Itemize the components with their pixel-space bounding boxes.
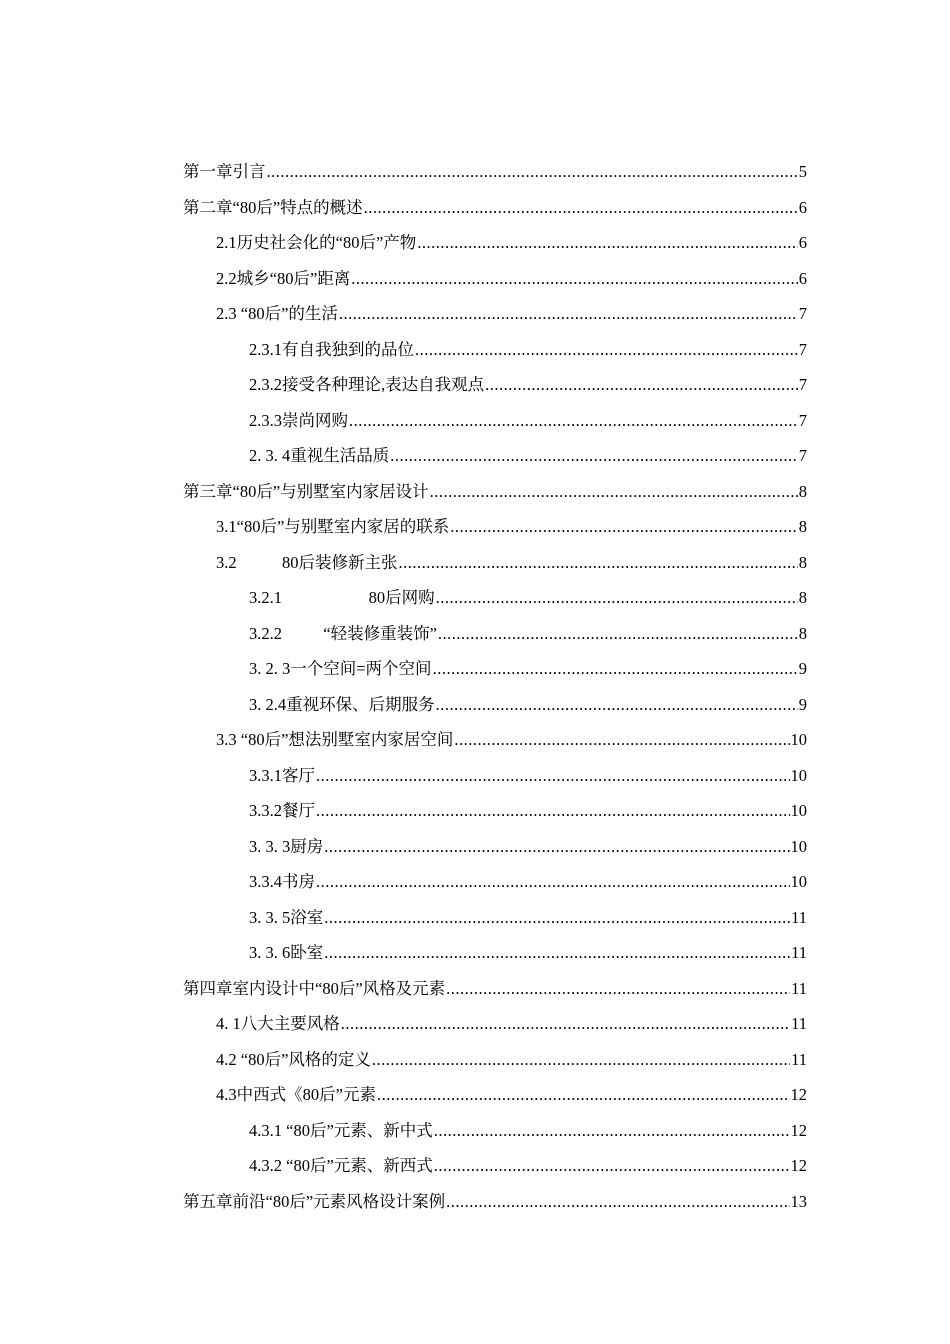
toc-entry-page: 10 xyxy=(790,801,807,820)
table-of-contents xyxy=(183,154,807,1219)
toc-entry-title: 2. 3. 4重视生活品质 xyxy=(249,446,390,465)
toc-entry-title: 3. 3. 3厨房 xyxy=(249,836,324,856)
toc-entry[interactable] xyxy=(183,332,807,368)
toc-entry[interactable] xyxy=(183,935,807,971)
toc-dot-leader xyxy=(267,154,798,190)
toc-entry-title: 3.1“80后”与别墅室内家居的联系 xyxy=(216,517,450,536)
toc-dot-leader xyxy=(454,722,789,758)
toc-entry[interactable] xyxy=(183,545,807,581)
toc-entry-page: 5 xyxy=(798,162,807,181)
toc-entry[interactable] xyxy=(183,261,807,297)
toc-dot-leader xyxy=(377,1077,790,1113)
toc-dot-leader xyxy=(436,580,798,616)
toc-entry[interactable] xyxy=(183,829,807,865)
toc-entry[interactable] xyxy=(183,1042,807,1078)
toc-entry-page: 7 xyxy=(798,339,807,359)
toc-dot-leader xyxy=(433,651,798,687)
toc-dot-leader xyxy=(324,829,789,865)
toc-entry-title: 第五章前沿“80后”元素风格设计案例 xyxy=(183,1191,446,1211)
toc-entry-title: 4. 1八大主要风格 xyxy=(216,1014,340,1033)
toc-entry-title: 2.3 “80后”的生活 xyxy=(216,304,338,323)
toc-entry-title: 3.3.1客厅 xyxy=(249,765,315,785)
toc-dot-leader xyxy=(446,971,790,1007)
toc-entry-title: 2.1历史社会化的“80后”产物 xyxy=(216,233,417,252)
toc-entry[interactable] xyxy=(183,687,807,723)
toc-entry-title: 3. 3. 5浴室 xyxy=(249,907,324,927)
toc-entry[interactable] xyxy=(183,793,807,829)
toc-entry-page: 7 xyxy=(798,375,807,394)
toc-entry-page: 12 xyxy=(790,1085,807,1104)
toc-entry-page: 12 xyxy=(790,1156,807,1175)
toc-dot-leader xyxy=(364,190,798,226)
toc-entry-page: 8 xyxy=(798,552,807,572)
toc-entry-title: 2.3.2接受各种理论,表达自我观点 xyxy=(249,375,485,394)
toc-entry-title: 4.3.1 “80后”元素、新中式 xyxy=(249,1120,433,1140)
toc-entry-title: 3. 2.4重视环保、后期服务 xyxy=(249,694,435,714)
toc-entry-title: 第三章“80后”与别墅室内家居设计 xyxy=(183,481,429,501)
toc-entry[interactable] xyxy=(183,296,807,332)
toc-entry[interactable] xyxy=(183,1113,807,1149)
toc-entry[interactable] xyxy=(183,616,807,652)
toc-entry-page: 12 xyxy=(790,1120,807,1140)
toc-dot-leader xyxy=(446,1184,789,1220)
toc-entry-page: 9 xyxy=(798,694,807,714)
toc-dot-leader xyxy=(341,1006,790,1042)
toc-entry-page: 10 xyxy=(790,765,807,785)
toc-entry-page: 8 xyxy=(798,588,807,607)
toc-entry[interactable] xyxy=(183,1148,807,1184)
toc-entry[interactable] xyxy=(183,438,807,474)
toc-entry-page: 6 xyxy=(798,233,807,252)
toc-dot-leader xyxy=(399,545,798,581)
toc-dot-leader xyxy=(316,864,790,900)
toc-entry[interactable] xyxy=(183,403,807,439)
toc-dot-leader xyxy=(339,296,798,332)
toc-entry-page: 7 xyxy=(798,304,807,323)
toc-entry-page: 11 xyxy=(791,907,807,927)
toc-entry-title: 2.3.1有自我独到的品位 xyxy=(249,339,414,359)
toc-entry-title: 4.3中西式《80后”元素 xyxy=(216,1085,376,1104)
toc-entry[interactable] xyxy=(183,474,807,510)
toc-dot-leader xyxy=(349,403,798,439)
toc-entry-page: 9 xyxy=(798,659,807,678)
toc-entry[interactable] xyxy=(183,580,807,616)
toc-entry-page: 8 xyxy=(798,481,807,501)
toc-dot-leader xyxy=(324,935,790,971)
toc-dot-leader xyxy=(372,1042,790,1078)
toc-dot-leader xyxy=(438,616,798,652)
toc-dot-leader xyxy=(434,1148,790,1184)
toc-entry-page: 10 xyxy=(790,836,807,856)
toc-entry-title: 3. 2. 3一个空间=两个空间 xyxy=(249,659,432,678)
toc-entry-title: 2.3.3崇尚网购 xyxy=(249,410,348,430)
toc-entry-page: 10 xyxy=(790,872,807,891)
toc-entry-page: 11 xyxy=(791,978,807,998)
toc-entry-page: 11 xyxy=(791,1014,807,1033)
toc-entry-title: 3.2.1 80后网购 xyxy=(249,588,435,607)
toc-entry-page: 8 xyxy=(798,623,807,643)
toc-dot-leader xyxy=(351,261,797,297)
toc-entry-title: 4.2 “80后”风格的定义 xyxy=(216,1049,371,1069)
toc-entry[interactable] xyxy=(183,758,807,794)
toc-entry-page: 7 xyxy=(798,446,807,465)
toc-entry-title: 3.2 80后装修新主张 xyxy=(216,552,398,572)
toc-dot-leader xyxy=(430,474,798,510)
toc-entry-title: 4.3.2 “80后”元素、新西式 xyxy=(249,1156,433,1175)
toc-entry-title: 第二章“80后”特点的概述 xyxy=(183,197,363,217)
toc-entry-page: 7 xyxy=(798,410,807,430)
toc-dot-leader xyxy=(324,900,790,936)
toc-dot-leader xyxy=(316,793,790,829)
toc-entry-title: 3.3.4书房 xyxy=(249,872,315,891)
toc-entry-title: 第一章引言 xyxy=(183,162,266,181)
toc-entry[interactable] xyxy=(183,154,807,190)
toc-entry[interactable] xyxy=(183,1006,807,1042)
toc-entry[interactable] xyxy=(183,367,807,403)
toc-entry-title: 3.2.2 “轻装修重装饰” xyxy=(249,623,437,643)
toc-entry-title: 3.3.2餐厅 xyxy=(249,801,315,820)
toc-entry[interactable] xyxy=(183,864,807,900)
toc-entry-title: 2.2城乡“80后”距离 xyxy=(216,268,351,288)
toc-entry-title: 3. 3. 6卧室 xyxy=(249,943,324,962)
toc-dot-leader xyxy=(415,332,798,368)
toc-dot-leader xyxy=(436,687,798,723)
toc-entry-page: 11 xyxy=(791,943,807,962)
toc-entry[interactable] xyxy=(183,190,807,226)
toc-entry-page: 6 xyxy=(798,197,807,217)
toc-entry[interactable] xyxy=(183,722,807,758)
toc-dot-leader xyxy=(316,758,790,794)
toc-entry[interactable] xyxy=(183,509,807,545)
toc-entry-page: 6 xyxy=(798,268,807,288)
toc-dot-leader xyxy=(390,438,798,474)
toc-entry-page: 11 xyxy=(791,1049,807,1069)
toc-dot-leader xyxy=(450,509,797,545)
toc-entry[interactable] xyxy=(183,971,807,1007)
toc-entry-page: 10 xyxy=(790,730,807,749)
toc-dot-leader xyxy=(434,1113,790,1149)
toc-entry-title: 3.3 “80后”想法别墅室内家居空间 xyxy=(216,730,454,749)
toc-entry[interactable] xyxy=(183,651,807,687)
toc-dot-leader xyxy=(417,225,797,261)
toc-entry-page: 8 xyxy=(798,517,807,536)
toc-entry[interactable] xyxy=(183,1077,807,1113)
toc-entry-page: 13 xyxy=(790,1191,807,1211)
toc-dot-leader xyxy=(485,367,798,403)
toc-entry[interactable] xyxy=(183,900,807,936)
toc-entry[interactable] xyxy=(183,1184,807,1220)
toc-entry[interactable] xyxy=(183,225,807,261)
toc-entry-title: 第四章室内设计中“80后”风格及元素 xyxy=(183,978,446,998)
